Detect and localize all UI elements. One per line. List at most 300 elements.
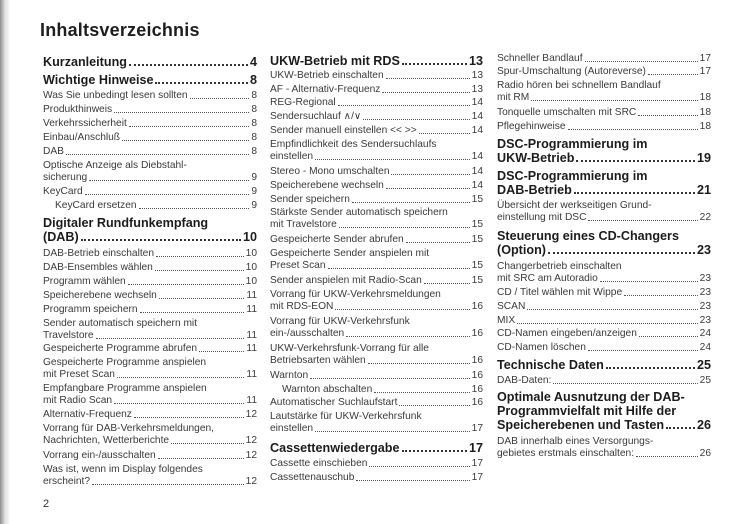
toc-entry[interactable] bbox=[270, 384, 483, 396]
toc-entry-line bbox=[43, 172, 257, 184]
toc-page-number: 17 bbox=[471, 423, 483, 434]
toc-entry[interactable] bbox=[43, 118, 257, 130]
toc-entry-line bbox=[43, 104, 257, 116]
toc-entry-text: DAB-Betrieb bbox=[497, 183, 572, 197]
toc-entry-line bbox=[497, 375, 711, 387]
toc-entry-text: Cassettenwiedergabe bbox=[270, 441, 400, 455]
dot-leader bbox=[419, 133, 470, 134]
toc-entry[interactable] bbox=[270, 472, 483, 484]
toc-entry[interactable] bbox=[270, 458, 483, 470]
dot-leader bbox=[310, 378, 470, 379]
toc-entry[interactable] bbox=[43, 248, 257, 260]
toc-page-number: 11 bbox=[246, 304, 257, 315]
toc-entry-text: Steuerung eines CD-Changers bbox=[497, 229, 679, 243]
toc-page-number: 9 bbox=[251, 200, 257, 211]
toc-entry-line bbox=[43, 248, 257, 260]
dot-leader bbox=[636, 456, 698, 457]
toc-entry-text: REG-Regional bbox=[270, 97, 336, 108]
toc-entry-text: Nachrichten, Wetterberichte bbox=[43, 435, 170, 446]
dot-leader bbox=[402, 63, 467, 65]
toc-entry-line bbox=[270, 97, 483, 109]
toc-entry-line bbox=[43, 330, 257, 342]
toc-entry-text: Vorrang für DAB-Verkehrsmeldungen, bbox=[43, 423, 215, 434]
toc-entry-text: Tonquelle umschalten mit SRC bbox=[497, 107, 637, 118]
toc-page-number: 15 bbox=[471, 275, 483, 286]
toc-page-number: 11 bbox=[246, 369, 257, 380]
toc-entry-text: Sender anspielen mit Radio-Scan bbox=[270, 275, 422, 286]
dot-leader bbox=[548, 252, 695, 254]
toc-section-heading[interactable] bbox=[497, 358, 711, 372]
toc-page-number: 8 bbox=[251, 146, 257, 157]
dot-leader bbox=[648, 74, 698, 75]
toc-entry-text: mit RM bbox=[497, 92, 530, 103]
toc-entry[interactable] bbox=[270, 234, 483, 246]
toc-page-number: 22 bbox=[699, 212, 711, 223]
toc-page-number: 10 bbox=[242, 230, 257, 244]
toc-entry-line bbox=[270, 139, 483, 151]
toc-page-number: 23 bbox=[699, 273, 711, 284]
toc-entry-text: Vorrang für UKW-Verkehrsfunk bbox=[270, 316, 410, 327]
dot-leader bbox=[155, 270, 244, 271]
toc-section-heading[interactable] bbox=[497, 169, 711, 197]
toc-entry[interactable] bbox=[270, 166, 483, 178]
toc-entry-line bbox=[497, 358, 711, 372]
toc-page-number: 16 bbox=[471, 328, 483, 339]
toc-entry-text: DAB-Daten: bbox=[497, 375, 552, 386]
toc-entry-text: einstellen bbox=[270, 423, 314, 434]
toc-page-number: 17 bbox=[699, 66, 711, 77]
toc-entry-text: Radio hören bei schnellem Bandlauf bbox=[497, 80, 661, 91]
toc-entry-line bbox=[497, 212, 711, 224]
toc-page-number: 16 bbox=[471, 301, 483, 312]
toc-entry[interactable] bbox=[270, 207, 483, 231]
toc-entry-line bbox=[43, 304, 257, 316]
toc-entry[interactable] bbox=[270, 84, 483, 96]
toc-entry-text: Gespeicherte Sender abrufen bbox=[270, 234, 404, 245]
toc-entry-text: DAB-Ensembles wählen bbox=[43, 262, 153, 273]
dot-leader bbox=[666, 427, 695, 429]
toc-entry[interactable] bbox=[43, 160, 257, 184]
dot-leader bbox=[531, 100, 697, 101]
toc-entry-line bbox=[43, 423, 257, 435]
toc-section-heading[interactable] bbox=[497, 390, 711, 432]
toc-page-number: 24 bbox=[699, 342, 711, 353]
dot-leader bbox=[391, 174, 469, 175]
toc-page-number: 18 bbox=[699, 121, 711, 132]
toc-entry[interactable] bbox=[43, 290, 257, 302]
dot-leader bbox=[139, 208, 250, 209]
toc-entry[interactable] bbox=[270, 194, 483, 206]
toc-entry-text: Lautstärke für UKW-Verkehrsfunk bbox=[270, 411, 422, 422]
toc-page-number: 10 bbox=[245, 276, 257, 287]
toc-page-number: 15 bbox=[471, 219, 483, 230]
dot-leader bbox=[81, 239, 241, 241]
toc-entry-line bbox=[497, 66, 711, 78]
toc-page-number: 8 bbox=[251, 132, 257, 143]
toc-entry-text: Sender automatisch speichern mit bbox=[43, 318, 198, 329]
toc-entry[interactable] bbox=[270, 180, 483, 192]
dot-leader bbox=[386, 78, 470, 79]
dot-leader bbox=[363, 119, 469, 120]
dot-leader bbox=[399, 405, 469, 406]
toc-page-number: 14 bbox=[471, 97, 483, 108]
dot-leader bbox=[335, 309, 469, 310]
toc-entry-line bbox=[497, 121, 711, 133]
dot-leader bbox=[527, 309, 697, 310]
toc-page-number: 4 bbox=[249, 55, 257, 69]
toc-entry-line bbox=[497, 151, 711, 165]
toc-page-number: 12 bbox=[245, 476, 257, 487]
toc-entry[interactable] bbox=[270, 111, 483, 123]
dot-leader bbox=[134, 417, 244, 418]
toc-entry-line bbox=[497, 436, 711, 448]
toc-entry-line bbox=[270, 275, 483, 287]
toc-entry-text: Einbau/Anschluß bbox=[43, 132, 121, 143]
toc-entry-text: mit Radio Scan bbox=[43, 395, 113, 406]
dot-leader bbox=[574, 192, 695, 194]
toc-entry-text: Was Sie unbedingt lesen sollten bbox=[43, 90, 188, 101]
toc-entry[interactable] bbox=[497, 261, 711, 285]
toc-entry-line bbox=[270, 180, 483, 192]
dot-leader bbox=[369, 466, 469, 467]
page-title: Inhaltsverzeichnis bbox=[40, 20, 200, 40]
toc-entry-text: Speicherebenen und Tasten bbox=[497, 418, 665, 432]
toc-entry-line bbox=[270, 370, 483, 382]
toc-entry-text: Gespeicherte Programme anspielen bbox=[43, 357, 207, 368]
toc-page-number: 25 bbox=[696, 358, 711, 372]
toc-entry[interactable] bbox=[497, 200, 711, 224]
toc-entry[interactable] bbox=[270, 397, 483, 409]
dot-leader bbox=[85, 194, 250, 195]
toc-entry-line bbox=[43, 343, 257, 355]
toc-entry-text: Speicherebene wechseln bbox=[43, 290, 157, 301]
toc-entry-text: Sender speichern bbox=[270, 194, 350, 205]
toc-entry[interactable] bbox=[270, 70, 483, 82]
toc-entry-line bbox=[43, 118, 257, 130]
toc-entry-line bbox=[43, 318, 257, 330]
toc-entry-text: Automatischer Suchlaufstart bbox=[270, 397, 398, 408]
toc-entry-text: UKW-Verkehrsfunk-Vorrang für alle bbox=[270, 343, 429, 354]
toc-entry-text: Gespeicherte Programme abrufen bbox=[43, 343, 198, 354]
toc-entry-line bbox=[43, 409, 257, 421]
toc-entry-text: Sendersuchlauf ∧/∨ bbox=[270, 111, 362, 122]
dot-leader bbox=[406, 242, 470, 243]
toc-page-number: 8 bbox=[249, 73, 257, 87]
toc-entry[interactable] bbox=[43, 357, 257, 381]
toc-entry-line bbox=[497, 301, 711, 313]
dot-leader bbox=[140, 312, 245, 313]
toc-page-number: 16 bbox=[471, 355, 483, 366]
toc-entry[interactable] bbox=[497, 66, 711, 78]
toc-entry[interactable] bbox=[270, 125, 483, 137]
dot-leader bbox=[352, 202, 470, 203]
toc-page-number: 23 bbox=[699, 301, 711, 312]
toc-entry[interactable] bbox=[497, 107, 711, 119]
toc-entry-line bbox=[43, 216, 257, 230]
toc-entry-line bbox=[43, 146, 257, 158]
dot-leader bbox=[92, 484, 244, 485]
toc-entry-text: einstellen bbox=[270, 151, 314, 162]
dot-leader bbox=[382, 92, 469, 93]
toc-entry-line bbox=[43, 230, 257, 244]
toc-entry[interactable] bbox=[43, 304, 257, 316]
toc-entry[interactable] bbox=[43, 262, 257, 274]
dot-leader bbox=[639, 336, 698, 337]
toc-page-number: 24 bbox=[699, 328, 711, 339]
toc-entry-text: UKW-Betrieb mit RDS bbox=[270, 54, 400, 68]
toc-page-number: 14 bbox=[471, 125, 483, 136]
toc-section-heading[interactable] bbox=[497, 137, 711, 165]
toc-section-heading[interactable] bbox=[43, 55, 257, 69]
toc-entry-text: DAB innerhalb eines Versorgungs- bbox=[497, 436, 654, 447]
toc-page-number: 9 bbox=[251, 186, 257, 197]
toc-entry-text: UKW-Betrieb bbox=[497, 151, 575, 165]
toc-entry-line bbox=[497, 200, 711, 212]
toc-entry[interactable] bbox=[497, 342, 711, 354]
toc-entry[interactable] bbox=[43, 200, 257, 212]
toc-entry-line bbox=[270, 207, 483, 219]
toc-entry[interactable] bbox=[497, 375, 711, 387]
toc-entry[interactable] bbox=[43, 318, 257, 342]
toc-entry[interactable] bbox=[43, 450, 257, 462]
toc-entry-line bbox=[270, 234, 483, 246]
toc-entry-text: UKW-Betrieb einschalten bbox=[270, 70, 384, 81]
toc-page-number: 11 bbox=[246, 330, 257, 341]
toc-entry[interactable] bbox=[270, 248, 483, 272]
toc-entry-line bbox=[270, 355, 483, 367]
dot-leader bbox=[328, 268, 470, 269]
toc-entry[interactable] bbox=[497, 301, 711, 313]
toc-entry-line bbox=[270, 84, 483, 96]
toc-entry[interactable] bbox=[43, 90, 257, 102]
dot-leader bbox=[315, 159, 470, 160]
toc-entry-line bbox=[270, 111, 483, 123]
toc-entry-line bbox=[497, 137, 711, 151]
toc-entry-text: Programmvielfalt mit Hilfe der bbox=[497, 404, 677, 418]
toc-entry-line bbox=[43, 450, 257, 462]
toc-entry-text: CD-Namen löschen bbox=[497, 342, 586, 353]
toc-entry-text: Optische Anzeige als Diebstahl- bbox=[43, 160, 187, 171]
toc-entry[interactable] bbox=[43, 423, 257, 447]
toc-entry-text: CD-Namen eingeben/anzeigen bbox=[497, 328, 637, 339]
toc-entry-line bbox=[497, 183, 711, 197]
dot-leader bbox=[386, 188, 470, 189]
toc-entry-line bbox=[497, 448, 711, 460]
toc-page-number: 13 bbox=[471, 70, 483, 81]
toc-entry-line bbox=[497, 243, 711, 257]
toc-entry-line bbox=[43, 90, 257, 102]
toc-entry-line bbox=[497, 53, 711, 65]
toc-entry-text: Digitaler Rundfunkempfang bbox=[43, 216, 209, 230]
toc-entry-text: (Option) bbox=[497, 243, 546, 257]
toc-entry-text: mit Travelstore bbox=[270, 219, 337, 230]
toc-entry-text: Optimale Ausnutzung der DAB- bbox=[497, 390, 685, 404]
toc-entry-text: Gespeicherte Sender anspielen mit bbox=[270, 248, 430, 259]
dot-leader bbox=[159, 298, 245, 299]
toc-entry-text: KeyCard ersetzen bbox=[55, 200, 137, 211]
toc-entry[interactable] bbox=[43, 343, 257, 355]
toc-page-number: 12 bbox=[245, 409, 257, 420]
toc-entry-text: Kurzanleitung bbox=[43, 55, 127, 69]
toc-entry-text: einstellung mit DSC bbox=[497, 212, 587, 223]
toc-page-number: 16 bbox=[471, 370, 483, 381]
toc-entry-line bbox=[497, 315, 711, 327]
toc-entry-line bbox=[43, 276, 257, 288]
toc-entry-text: Preset Scan bbox=[270, 260, 326, 271]
dot-leader bbox=[129, 126, 250, 127]
toc-entry-line bbox=[270, 151, 483, 163]
dot-leader bbox=[156, 256, 244, 257]
toc-entry[interactable] bbox=[270, 316, 483, 340]
toc-entry-line bbox=[497, 107, 711, 119]
toc-page-number: 23 bbox=[696, 243, 711, 257]
toc-entry-line bbox=[270, 289, 483, 301]
toc-page-number: 13 bbox=[468, 54, 483, 68]
toc-page-number: 15 bbox=[471, 194, 483, 205]
toc-entry-line bbox=[270, 301, 483, 313]
toc-page-number: 15 bbox=[471, 260, 483, 271]
toc-entry[interactable] bbox=[270, 97, 483, 109]
dot-leader bbox=[66, 154, 249, 155]
toc-page-number: 15 bbox=[471, 234, 483, 245]
toc-page-number: 9 bbox=[251, 172, 257, 183]
dot-leader bbox=[638, 115, 697, 116]
toc-entry-line bbox=[270, 194, 483, 206]
toc-entry-text: SCAN bbox=[497, 301, 526, 312]
toc-entry[interactable] bbox=[270, 289, 483, 313]
toc-entry[interactable] bbox=[43, 464, 257, 488]
toc-entry-line bbox=[270, 70, 483, 82]
toc-page-number: 12 bbox=[245, 450, 257, 461]
toc-entry-text: sicherung bbox=[43, 172, 88, 183]
toc-entry-line bbox=[270, 441, 483, 455]
toc-page-number: 25 bbox=[699, 375, 711, 386]
toc-entry-line bbox=[43, 476, 257, 488]
toc-entry-line bbox=[497, 169, 711, 183]
toc-page-number: 18 bbox=[699, 107, 711, 118]
dot-leader bbox=[606, 367, 695, 369]
dot-leader bbox=[346, 336, 469, 337]
toc-entry-text: mit SRC am Autoradio bbox=[497, 273, 598, 284]
toc-page-number: 11 bbox=[246, 290, 257, 301]
toc-entry[interactable] bbox=[43, 104, 257, 116]
toc-entry-text: Programm speichern bbox=[43, 304, 138, 315]
dot-leader bbox=[338, 105, 470, 106]
toc-entry[interactable] bbox=[497, 315, 711, 327]
dot-leader bbox=[122, 140, 249, 141]
dot-leader bbox=[600, 281, 698, 282]
dot-leader bbox=[128, 284, 244, 285]
toc-entry-text: Empfindlichkeit des Sendersuchlaufs bbox=[270, 139, 437, 150]
toc-entry-line bbox=[43, 55, 257, 69]
toc-entry-text: Pflegehinweise bbox=[497, 121, 566, 132]
toc-page-number: 8 bbox=[251, 90, 257, 101]
toc-entry[interactable] bbox=[43, 146, 257, 158]
toc-entry[interactable] bbox=[497, 121, 711, 133]
toc-entry[interactable] bbox=[497, 328, 711, 340]
toc-entry-line bbox=[497, 261, 711, 273]
toc-entry[interactable] bbox=[43, 186, 257, 198]
toc-entry-text: Empfangbare Programme anspielen bbox=[43, 383, 207, 394]
toc-entry-line bbox=[497, 229, 711, 243]
toc-page-number: 19 bbox=[696, 151, 711, 165]
toc-entry-text: gebietes erstmals einschalten: bbox=[497, 448, 635, 459]
toc-entry-line bbox=[43, 290, 257, 302]
toc-page-number: 10 bbox=[245, 248, 257, 259]
dot-leader bbox=[114, 403, 244, 404]
toc-page-number: 14 bbox=[471, 111, 483, 122]
toc-entry[interactable] bbox=[270, 411, 483, 435]
dot-leader bbox=[190, 98, 250, 99]
toc-entry[interactable] bbox=[497, 436, 711, 460]
toc-page-number: 23 bbox=[699, 315, 711, 326]
dot-leader bbox=[402, 450, 467, 452]
toc-entry[interactable] bbox=[43, 276, 257, 288]
toc-entry-line bbox=[43, 464, 257, 476]
toc-entry-text: Stereo - Mono umschalten bbox=[270, 166, 390, 177]
toc-entry-text: Vorrang für UKW-Verkehrsmeldungen bbox=[270, 289, 441, 300]
dot-leader bbox=[339, 227, 470, 228]
toc-entry[interactable] bbox=[497, 80, 711, 104]
dot-leader bbox=[114, 112, 249, 113]
toc-page-number: 23 bbox=[699, 287, 711, 298]
toc-entry[interactable] bbox=[497, 53, 711, 65]
toc-entry-line bbox=[270, 166, 483, 178]
toc-entry-line bbox=[270, 343, 483, 355]
dot-leader bbox=[89, 180, 249, 181]
toc-entry-text: CD / Titel wählen mit Wippe bbox=[497, 287, 623, 298]
toc-entry[interactable] bbox=[43, 383, 257, 407]
dot-leader bbox=[588, 220, 697, 221]
toc-section-heading[interactable] bbox=[43, 73, 257, 87]
toc-section-heading[interactable] bbox=[270, 441, 483, 455]
toc-entry-line bbox=[497, 273, 711, 285]
dot-leader bbox=[374, 392, 469, 393]
toc-entry-line bbox=[43, 395, 257, 407]
toc-entry-text: Spur-Umschaltung (Autoreverse) bbox=[497, 66, 646, 77]
toc-entry[interactable] bbox=[270, 343, 483, 367]
toc-entry-text: DAB-Betrieb einschalten bbox=[43, 248, 154, 259]
dot-leader bbox=[96, 338, 245, 339]
toc-entry[interactable] bbox=[43, 409, 257, 421]
toc-entry-line bbox=[270, 458, 483, 470]
toc-section-heading[interactable] bbox=[43, 216, 257, 244]
toc-entry-text: Produkthinweis bbox=[43, 104, 113, 115]
toc-entry-line bbox=[43, 73, 257, 87]
toc-entry[interactable] bbox=[270, 139, 483, 163]
toc-page-number: 11 bbox=[246, 395, 257, 406]
toc-entry-line bbox=[270, 328, 483, 340]
toc-section-heading[interactable] bbox=[497, 229, 711, 257]
toc-entry-line bbox=[270, 125, 483, 137]
toc-entry[interactable] bbox=[270, 275, 483, 287]
toc-page-number: 17 bbox=[699, 53, 711, 64]
toc-entry-line bbox=[497, 328, 711, 340]
toc-entry[interactable] bbox=[43, 132, 257, 144]
toc-entry-line bbox=[270, 384, 483, 396]
toc-entry-line bbox=[43, 435, 257, 447]
toc-entry-line bbox=[497, 92, 711, 104]
page-edge-highlight bbox=[6, 0, 10, 524]
toc-entry-line bbox=[270, 219, 483, 231]
toc-section-heading[interactable] bbox=[270, 54, 483, 68]
dot-leader bbox=[568, 129, 698, 130]
toc-entry[interactable] bbox=[497, 287, 711, 299]
dot-leader bbox=[588, 350, 698, 351]
toc-entry[interactable] bbox=[270, 370, 483, 382]
toc-entry-text: Programm wählen bbox=[43, 276, 126, 287]
toc-page-number: 21 bbox=[696, 183, 711, 197]
